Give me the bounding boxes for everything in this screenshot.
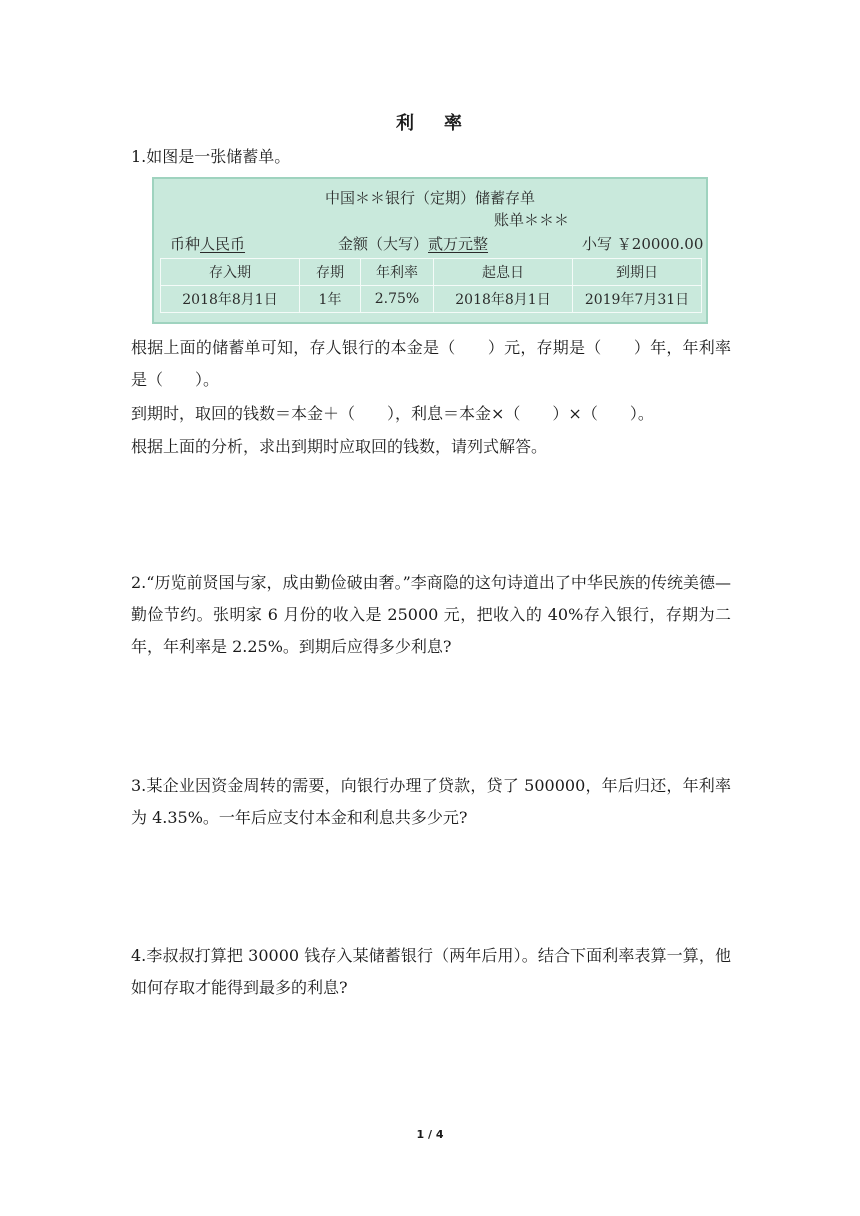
amount-label: 金额（大写）: [338, 235, 429, 253]
slip-table-header-row: [161, 259, 702, 286]
col-header: 存入期: [161, 259, 300, 286]
title-char-2: 率: [444, 113, 464, 134]
slip-small-amount: [582, 233, 703, 254]
question-4: 4.李叔叔打算把 30000 钱存入某储蓄银行（两年后用）。结合下面利率表算一算，他如何存取才能得到最多的利息?: [131, 946, 731, 997]
deposit-slip: [152, 177, 708, 324]
q1-line3: 根据上面的分析，求出到期时应取回的钱数，请列式解答。: [131, 437, 548, 456]
col-header: 起息日: [434, 259, 573, 286]
cell: 1年: [300, 286, 361, 313]
page-title: [0, 109, 860, 135]
col-header: 存期: [300, 259, 361, 286]
cell: 2.75%: [361, 286, 434, 313]
currency-value: 人民币: [200, 235, 246, 253]
amount-value: 贰万元整: [428, 235, 489, 253]
q1-intro: 1.如图是一张储蓄单。: [131, 147, 291, 166]
cell: 2019年7月31日: [573, 286, 702, 313]
slip-currency: [170, 233, 245, 254]
cell: 2018年8月1日: [434, 286, 573, 313]
slip-header: 中国＊＊银行（定期）储蓄存单: [324, 189, 535, 207]
title-char-1: 利: [396, 113, 416, 134]
col-header: 年利率: [361, 259, 434, 286]
small-value: ￥20000.00: [616, 235, 704, 253]
slip-table-row: [161, 286, 702, 313]
question-3: 3.某企业因资金周转的需要，向银行办理了贷款，贷了 500000，年后归还，年利率为 4.35%。一年后应支付本金和利息共多少元?: [131, 776, 731, 827]
small-label: 小写: [582, 235, 613, 253]
col-header: 到期日: [573, 259, 702, 286]
q1-line2: 到期时，取回的钱数＝本金＋（ ），利息＝本金×（ ）×（ ）。: [131, 404, 654, 423]
q1-line1: 根据上面的储蓄单可知，存人银行的本金是（ ）元，存期是（ ）年，年利率是（ ）。: [131, 338, 731, 389]
currency-label: 币种: [170, 235, 201, 253]
cell: 2018年8月1日: [161, 286, 300, 313]
question-2: 2.“历览前贤国与家，成由勤俭破由奢。”李商隐的这句诗道出了中华民族的传统美德—勤俭节约。张明家 6 月份的收入是 25000 元，把收入的 40%存入银行，存期为二年，年利率是 2.25%。到期后应得多少利息?: [131, 573, 731, 656]
slip-amount: [338, 233, 488, 254]
page-number: 1 / 4: [416, 1128, 444, 1141]
slip-table: [160, 258, 702, 313]
slip-account: 账单＊＊＊: [494, 211, 570, 229]
